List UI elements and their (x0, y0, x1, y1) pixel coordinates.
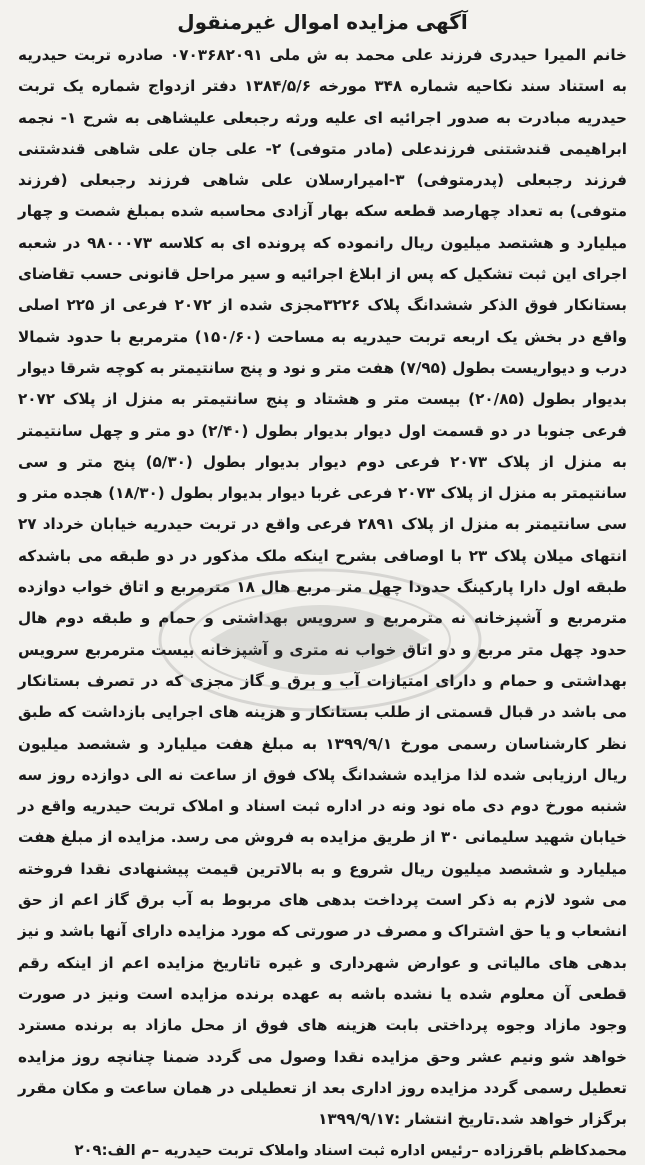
notice-body: خانم المیرا حیدری فرزند علی محمد به ش ملی ۰۷۰۳۶۸۲۰۹۱ صادره تربت حیدریه به استناد سند نکاحیه شماره ۳۴۸ مورخه ۱۳۸۴/۵/۶ دفتر ازدواج شماره یک تربت حیدریه مبادرت به صدور اجرائیه ای علیه ورثه رجبعلی علیشاهی به شرح ۱- نجمه ابراهیمی قندشتنی فرزندعلی (مادر متوفی) ۲- علی جان علی شاهی قندشتنی فرزند رجبعلی (پدرمتوفی) ۳-امیرارسلان علی شاهی فرزند رجبعلی (فرزند متوفی) به تعداد چهارصد قطعه سکه بهار آزادی محاسبه شده بمبلغ شصت و چهار میلیارد و هشتصد میلیون ریال رانموده که پرونده ای به کلاسه ۹۸۰۰۰۷۳ در شعبه اجرای این ثبت تشکیل که پس از ابلاغ اجرائیه و سیر مراحل قانونی حسب تقاضای بستانکار فوق الذکر ششدانگ پلاک ۳۲۲۶مجزی شده از ۲۰۷۲ فرعی از ۲۲۵ اصلی واقع در بخش یک اربعه تربت حیدریه به مساحت (۱۵۰/۶۰) مترمربع با حدود شمالا درب و دیواریست بطول (۷/۹۵) هفت متر و نود و پنج سانتیمتر به کوچه شرقا دیوار بدیوار بطول (۲۰/۸۵) بیست متر و هشتاد و پنج سانتیمتر به منزل از پلاک ۲۰۷۲ فرعی جنوبا در دو قسمت اول دیوار بدیوار بطول (۲/۴۰) دو متر و چهل سانتیمتر به منزل از پلاک ۲۰۷۳ فرعی دوم دیوار بدیوار بطول (۵/۳۰) پنج متر و سی سانتیمتر به منزل از پلاک ۲۰۷۳ فرعی غربا دیوار بدیوار بطول (۱۸/۳۰) هجده متر و سی سانتیمتر به منزل از پلاک ۲۸۹۱ فرعی واقع در تربت حیدریه خیابان خرداد ۲۷ انتهای میلان پلاک ۲۳ با اوصافی بشرح اینکه ملک مذکور در دو طبقه می باشدکه طبقه اول دارا پارکینگ حدودا چهل متر مربع هال ۱۸ مترمربع و اتاق خواب دوازده مترمربع و آشپزخانه نه مترمربع و سرویس بهداشتی و حمام و طبقه دوم هال حدود چهل متر مربع و دو اتاق خواب نه متری و آشپزخانه بیست مترمربع سرویس بهداشتی و حمام و دارای امتیازات آب و برق و گاز مجزی که در تصرف بستانکار می باشد در قبال قسمتی از طلب بستانکار و هزینه های اجرایی بازداشت که طبق نظر کارشناسان رسمی مورخ ۱۳۹۹/۹/۱ به مبلغ هفت میلیارد و ششصد میلیون ریال ارزیابی شده لذا مزایده ششدانگ پلاک فوق از ساعت نه الی دوازده روز سه شنبه مورخ دوم دی ماه نود ونه در اداره ثبت اسناد و املاک تربت حیدریه واقع در خیابان شهید سلیمانی ۳۰ از طریق مزایده به فروش می رسد. مزایده از مبلغ هفت میلیارد و ششصد میلیون ریال شروع و به بالاترین قیمت پیشنهادی نقدا فروخته می شود لازم به ذکر است پرداخت بدهی های مربوط به آب برق گاز اعم از حق انشعاب و یا حق اشتراک و مصرف در صورتی که مورد مزایده دارای آنها باشد و نیز بدهی های مالیاتی و عوارض شهرداری و غیره تاتاریخ مزایده اعم از اینکه رقم قطعی آن معلوم شده یا نشده باشه به عهده برنده مزایده است ونیز در صورت وجود مازاد وجوه پرداختی بابت هزینه های فوق از محل مازاد به برنده مسترد خواهد شو ونیم عشر وحق مزایده نقدا وصول می گردد ضمنا چنانچه روز مزایده تعطیل رسمی گردد مزایده روز اداری بعد از تعطیلی در همان ساعت و مکان مقرر برگزار خواهد شد.تاریخ انتشار :۱۳۹۹/۹/۱۷ (18, 46, 628, 1129)
notice-signature: محمدکاظم باقرزاده –رئیس اداره ثبت اسناد واملاک تربت حیدریه –م الف:۲۰۹ (74, 1142, 627, 1160)
notice-title: آگهی مزایده اموال غیرمنقول (177, 10, 468, 34)
